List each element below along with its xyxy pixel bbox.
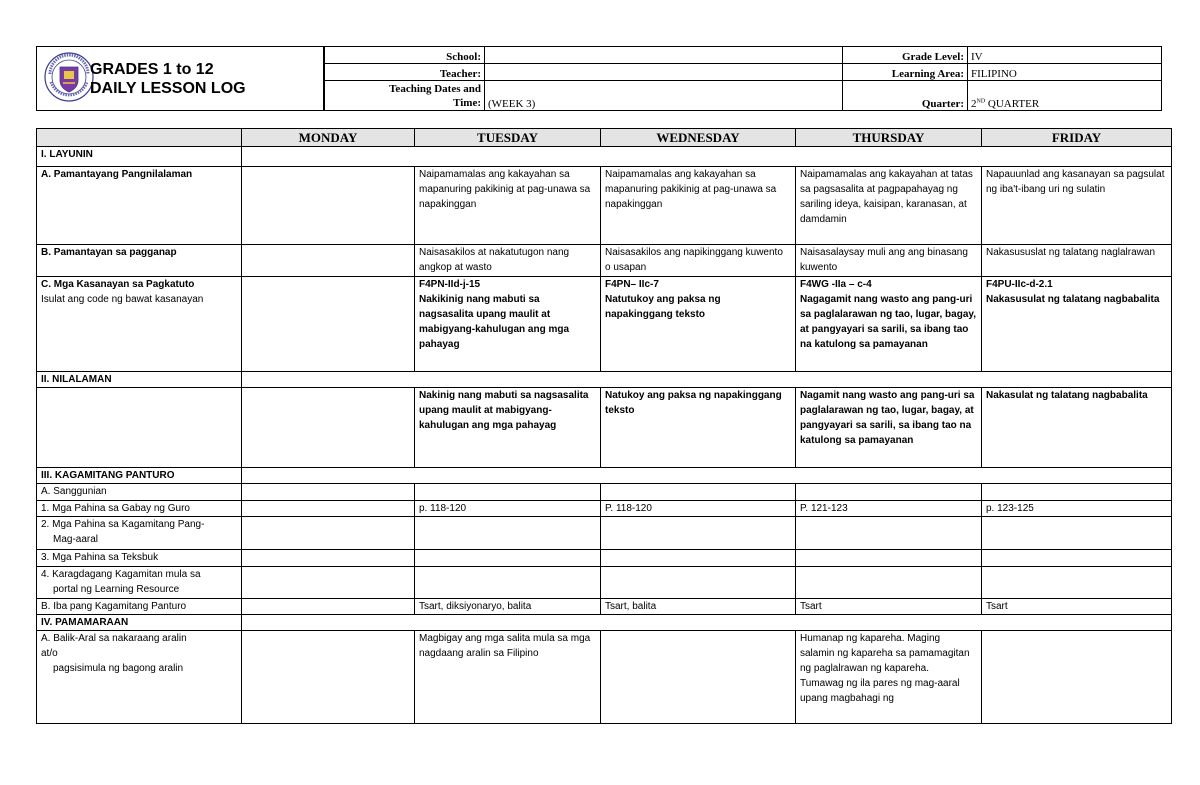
cell-wednesday[interactable] [601,631,796,724]
row-label-balik-aral [37,631,242,724]
quarter-ordinal: ND [976,98,986,105]
day-header-tuesday: TUESDAY [415,129,601,147]
competency-text: Natutukoy ang paksa ng napakinggang teksto [605,294,721,320]
row-label-pamantayang-pangnilalaman: A. Pamantayang Pangnilalaman [37,167,242,245]
row-label-line-1: A. Balik-Aral sa nakaraang aralin [41,633,187,644]
header-blank-cell [37,129,242,147]
cell-wednesday[interactable]: Naipamamalas ang kakayahan sa mapanuring pakikinig at pag-unawa sa napakinggan [601,167,796,245]
cell-thursday[interactable]: P. 121-123 [796,501,982,517]
teaching-dates-field[interactable]: (WEEK 3) [485,81,843,111]
day-header-monday: MONDAY [242,129,415,147]
cell-monday[interactable] [242,501,415,517]
cell-monday[interactable] [242,550,415,567]
quarter-text: QUARTER [987,98,1040,110]
teacher-field[interactable] [485,64,843,81]
cell-tuesday[interactable] [415,277,601,372]
cell-monday[interactable] [242,277,415,372]
cell-wednesday[interactable] [601,567,796,599]
cell-thursday[interactable]: Humanap ng kapareha. Maging salamin ng kapareha sa pamamagitan ng paglalrawan ng kapareha. Tumawag ng ila pares ng mag-aaral upang magbahagi ng [796,631,982,724]
header-info-table [324,46,1162,111]
cell-friday[interactable] [982,484,1172,501]
teaching-dates-label-line-1: Teaching Dates and [389,83,481,95]
table-row-kasanayan [37,277,1172,372]
row-label-kasanayan-note: Isulat ang code ng bawat kasanayan [41,294,204,305]
cell-friday[interactable] [982,631,1172,724]
quarter-label: Quarter: [843,81,968,111]
cell-thursday[interactable] [796,277,982,372]
cell-thursday[interactable]: Naisasalaysay muli ang ang binasang kuwento [796,245,982,277]
cell-thursday[interactable]: Naipamamalas ang kakayahan at tatas sa pagsasalita at pagpapahayag ng sariling ideya, kaisipan, karanasan, at damdamin [796,167,982,245]
section-blank [242,147,1172,167]
row-label-kasanayan-title: C. Mga Kasanayan sa Pagkatuto [41,279,195,290]
cell-wednesday[interactable]: Tsart, balita [601,599,796,615]
cell-thursday[interactable] [796,550,982,567]
teaching-dates-label [325,81,485,111]
competency-code: F4PN– IIc-7 [605,279,659,290]
day-header-thursday: THURSDAY [796,129,982,147]
table-row-karagdagang-kagamitan [37,567,1172,599]
row-label-line-2: at/o [41,648,58,659]
section-label-layunin: I. LAYUNIN [37,147,242,167]
grade-level-label: Grade Level: [843,47,968,64]
table-row-iba-pang-kagamitan [37,599,1172,615]
competency-code: F4PU-IIc-d-2.1 [986,279,1053,290]
cell-tuesday[interactable]: p. 118-120 [415,501,601,517]
cell-thursday[interactable]: Nagamit nang wasto ang pang-uri sa paglalarawan ng tao, lugar, bagay, at pangyayari sa sarili, sa ibang tao na katulong sa pamayanan [796,388,982,468]
section-row-layunin [37,147,1172,167]
row-label-blank [37,388,242,468]
table-row-kagamitang-pang-mag-aaral [37,517,1172,550]
cell-tuesday[interactable] [415,517,601,550]
table-row-teksbuk [37,550,1172,567]
table-row-nilalaman [37,388,1172,468]
table-row-balik-aral [37,631,1172,724]
cell-thursday[interactable]: Tsart [796,599,982,615]
row-label-line-2: Mag-aaral [53,534,99,545]
cell-thursday[interactable] [796,567,982,599]
quarter-field[interactable] [968,81,1162,111]
cell-thursday[interactable] [796,484,982,501]
competency-text: Nagagamit nang wasto ang pang-uri sa paglalarawan ng tao, lugar, bagay, at pangyayari sa sarili, sa ibang tao na katulong sa pamayanan [800,294,976,350]
section-blank [242,615,1172,631]
cell-friday[interactable]: Napauunlad ang kasanayan sa pagsulat ng iba't-ibang uri ng sulatin [982,167,1172,245]
school-label: School: [325,47,485,64]
cell-friday[interactable] [982,277,1172,372]
row-label-kasanayan [37,277,242,372]
lesson-log-table [36,128,1172,724]
row-label-kagamitang-pang-mag-aaral [37,517,242,550]
row-label-line-1: 4. Karagdagang Kagamitan mula sa [41,569,201,580]
row-label-line-3: pagsisimula ng bagong aralin [53,663,184,674]
table-row-sanggunian [37,484,1172,501]
competency-code: F4WG -IIa – c-4 [800,279,872,290]
quarter-number: 2 [971,98,977,110]
page-title [90,60,246,98]
cell-friday[interactable]: Tsart [982,599,1172,615]
cell-tuesday[interactable] [415,567,601,599]
teaching-dates-label-line-2: Time: [453,97,481,109]
cell-tuesday[interactable]: Tsart, diksiyonaryo, balita [415,599,601,615]
competency-code: F4PN-IId-j-15 [419,279,481,290]
cell-monday[interactable] [242,631,415,724]
cell-monday[interactable] [242,517,415,550]
title-line-2: DAILY LESSON LOG [90,80,246,97]
deped-seal-icon [44,52,94,102]
table-row-gabay-guro [37,501,1172,517]
cell-tuesday[interactable] [415,550,601,567]
table-row-pamantayang-pangnilalaman [37,167,1172,245]
row-label-karagdagang-kagamitan [37,567,242,599]
competency-text: Nakasusulat ng talatang nagbabalita [986,294,1160,305]
cell-friday[interactable]: Nakasulat ng talatang nagbabalita [982,388,1172,468]
cell-tuesday[interactable]: Naipamamalas ang kakayahan sa mapanuring pakikinig at pag-unawa sa napakinggan [415,167,601,245]
row-label-line-2: portal ng Learning Resource [53,584,180,595]
title-line-1: GRADES 1 to 12 [90,61,214,78]
row-label-line-1: 2. Mga Pahina sa Kagamitang Pang- [41,519,205,530]
learning-area-label: Learning Area: [843,64,968,81]
cell-wednesday[interactable]: Natukoy ang paksa ng napakinggang teksto [601,388,796,468]
cell-wednesday[interactable]: P. 118-120 [601,501,796,517]
cell-tuesday[interactable] [415,484,601,501]
cell-wednesday[interactable] [601,277,796,372]
cell-monday[interactable] [242,599,415,615]
cell-wednesday[interactable] [601,517,796,550]
cell-monday[interactable] [242,167,415,245]
section-blank [242,468,1172,484]
row-label-pamantayan-pagganap: B. Pamantayan sa pagganap [37,245,242,277]
section-row-pamamaraan [37,615,1172,631]
cell-friday[interactable] [982,517,1172,550]
cell-tuesday[interactable]: Nakinig nang mabuti sa nagsasalita upang maulit at mabigyang-kahulugan ang mga pahayag [415,388,601,468]
row-label-sanggunian: A. Sanggunian [37,484,242,501]
day-header-wednesday: WEDNESDAY [601,129,796,147]
row-label-iba-pang-kagamitan: B. Iba pang Kagamitang Panturo [37,599,242,615]
cell-friday[interactable] [982,567,1172,599]
competency-text: Nakikinig nang mabuti sa nagsasalita upang maulit at mabigyang-kahulugan ang mga pahayag [419,294,570,350]
teacher-label: Teacher: [325,64,485,81]
days-header-row [37,129,1172,147]
grade-level-field[interactable]: IV [968,47,1162,64]
cell-wednesday[interactable] [601,484,796,501]
section-label-nilalaman: II. NILALAMAN [37,372,242,388]
cell-friday[interactable] [982,550,1172,567]
cell-tuesday[interactable]: Magbigay ang mga salita mula sa mga nagdaang aralin sa Filipino [415,631,601,724]
cell-thursday[interactable] [796,517,982,550]
cell-monday[interactable] [242,567,415,599]
section-blank [242,372,1172,388]
section-row-kagamitan [37,468,1172,484]
cell-friday[interactable]: Nakasususlat ng talatang naglalrawan [982,245,1172,277]
row-label-gabay-guro: 1. Mga Pahina sa Gabay ng Guro [37,501,242,517]
cell-tuesday[interactable]: Naisasakilos at nakatutugon nang angkop at wasto [415,245,601,277]
school-field[interactable] [485,47,843,64]
learning-area-field[interactable]: FILIPINO [968,64,1162,81]
day-header-friday: FRIDAY [982,129,1172,147]
row-label-teksbuk: 3. Mga Pahina sa Teksbuk [37,550,242,567]
cell-monday[interactable] [242,388,415,468]
section-label-pamamaraan: IV. PAMAMARAAN [37,615,242,631]
table-row-pamantayan-pagganap [37,245,1172,277]
section-row-nilalaman [37,372,1172,388]
section-label-kagamitan: III. KAGAMITANG PANTURO [37,468,242,484]
cell-wednesday[interactable] [601,550,796,567]
cell-monday[interactable] [242,245,415,277]
cell-monday[interactable] [242,484,415,501]
cell-wednesday[interactable]: Naisasakilos ang napikinggang kuwento o usapan [601,245,796,277]
cell-friday[interactable]: p. 123-125 [982,501,1172,517]
